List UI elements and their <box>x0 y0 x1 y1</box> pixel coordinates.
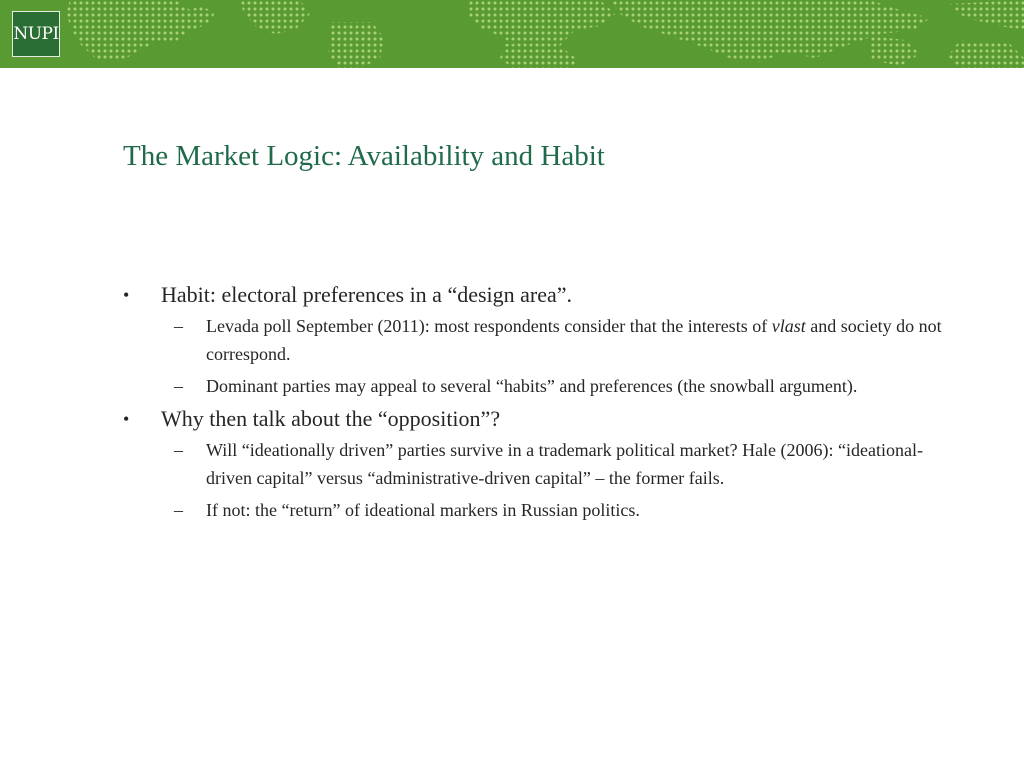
bullet-text: Habit: electoral preferences in a “design area”. <box>161 282 573 307</box>
bullet-dot-icon: • <box>123 409 130 429</box>
slide-title: The Market Logic: Availability and Habit <box>123 140 605 172</box>
nupi-logo[interactable]: NUPI <box>12 11 60 57</box>
sub-bullet-list <box>122 436 972 524</box>
bullet-dot-icon: • <box>123 285 130 305</box>
sub-bullet-list <box>122 312 972 400</box>
sub-bullet-item <box>122 312 972 368</box>
bullet-text: Why then talk about the “opposition”? <box>161 406 501 431</box>
bullet-list <box>122 280 972 528</box>
bullet-item <box>122 404 972 434</box>
emphasis-text: vlast <box>771 316 806 336</box>
sub-bullet-text: Will “ideationally driven” parties survive in a trademark political market? Hale (2006): “ideational-driven capital” versus “administrative-driven capital” – the former fails. <box>206 440 923 488</box>
header-banner <box>0 0 1024 68</box>
world-map-dots <box>0 0 1024 68</box>
sub-bullet-text: Dominant parties may appeal to several “habits” and preferences (the snowball argument). <box>206 376 858 396</box>
dash-icon: – <box>174 440 183 460</box>
bullet-item <box>122 280 972 310</box>
sub-bullet-item <box>122 496 972 524</box>
dash-icon: – <box>174 376 183 396</box>
sub-bullet-text: If not: the “return” of ideational markers in Russian politics. <box>206 500 640 520</box>
sub-bullet-text: Levada poll September (2011): most respondents consider that the interests of vlast and society do not correspond. <box>206 316 942 364</box>
sub-bullet-item <box>122 436 972 492</box>
sub-bullet-item <box>122 372 972 400</box>
dash-icon: – <box>174 316 183 336</box>
dash-icon: – <box>174 500 183 520</box>
